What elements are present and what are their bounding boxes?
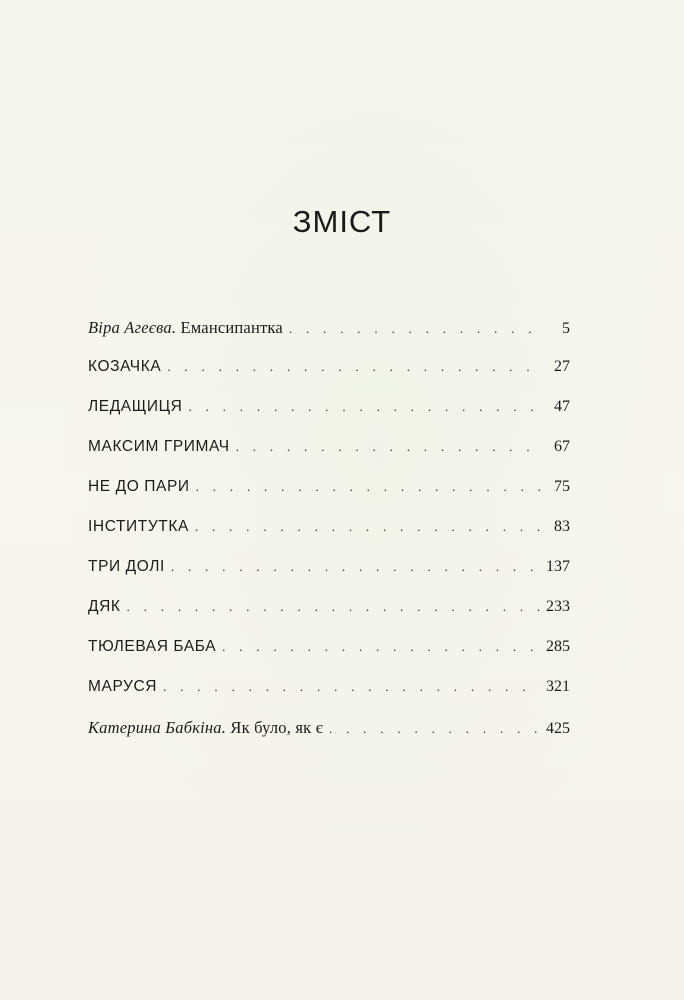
- entry-title: ДЯК: [88, 598, 121, 615]
- entry-page-number: 425: [546, 720, 570, 737]
- dot-leader: [236, 439, 544, 455]
- toc-entry: [88, 478, 570, 518]
- dot-leader: [289, 321, 544, 337]
- toc-entry: [88, 398, 570, 438]
- entry-author: Катерина Бабкіна.: [88, 718, 227, 737]
- toc-entry: [88, 598, 570, 638]
- toc-entry: [88, 558, 570, 598]
- dot-leader: [171, 559, 540, 575]
- entry-page-number: 83: [554, 518, 570, 535]
- entry-title: КОЗАЧКА: [88, 358, 162, 375]
- entry-page-number: 285: [546, 638, 570, 655]
- toc-entry: [88, 438, 570, 478]
- entry-page-number: 137: [546, 558, 570, 575]
- entry-title: НЕ ДО ПАРИ: [88, 478, 190, 495]
- toc-entry: [88, 718, 570, 758]
- entry-page-number: 27: [554, 358, 570, 375]
- toc-entry: [88, 638, 570, 678]
- entry-page-number: 47: [554, 398, 570, 415]
- dot-leader: [163, 679, 540, 695]
- dot-leader: [196, 479, 544, 495]
- entry-title: МАКСИМ ГРИМАЧ: [88, 438, 230, 455]
- entry-title-text: Як було, як є: [230, 718, 323, 737]
- entry-page-number: 233: [546, 598, 570, 615]
- dot-leader: [167, 359, 544, 375]
- toc-entry: [88, 518, 570, 558]
- dot-leader: [329, 721, 540, 737]
- entry-title: [88, 318, 283, 338]
- entry-page-number: 75: [554, 478, 570, 495]
- entry-title: ЛЕДАЩИЦЯ: [88, 398, 183, 415]
- entry-title: МАРУСЯ: [88, 678, 158, 695]
- page-title: ЗМІСТ: [292, 204, 392, 239]
- entry-title: [88, 718, 323, 738]
- entry-page-number: 67: [554, 438, 570, 455]
- entry-title: ТРИ ДОЛІ: [88, 558, 165, 575]
- dot-leader: [195, 519, 544, 535]
- entry-author: Віра Агеєва.: [88, 318, 177, 337]
- toc-entry: [88, 678, 570, 718]
- entry-title: ІНСТИТУТКА: [88, 518, 189, 535]
- entry-page-number: 5: [562, 320, 570, 337]
- dot-leader: [222, 639, 540, 655]
- dot-leader: [127, 599, 540, 615]
- toc-entry: [88, 318, 570, 358]
- toc-entry: [88, 358, 570, 398]
- entry-page-number: 321: [546, 678, 570, 695]
- entry-title: ТЮЛЕВАЯ БАБА: [88, 638, 217, 655]
- dot-leader: [188, 399, 544, 415]
- entry-title-text: Емансипантка: [180, 318, 283, 337]
- table-of-contents: [88, 318, 570, 758]
